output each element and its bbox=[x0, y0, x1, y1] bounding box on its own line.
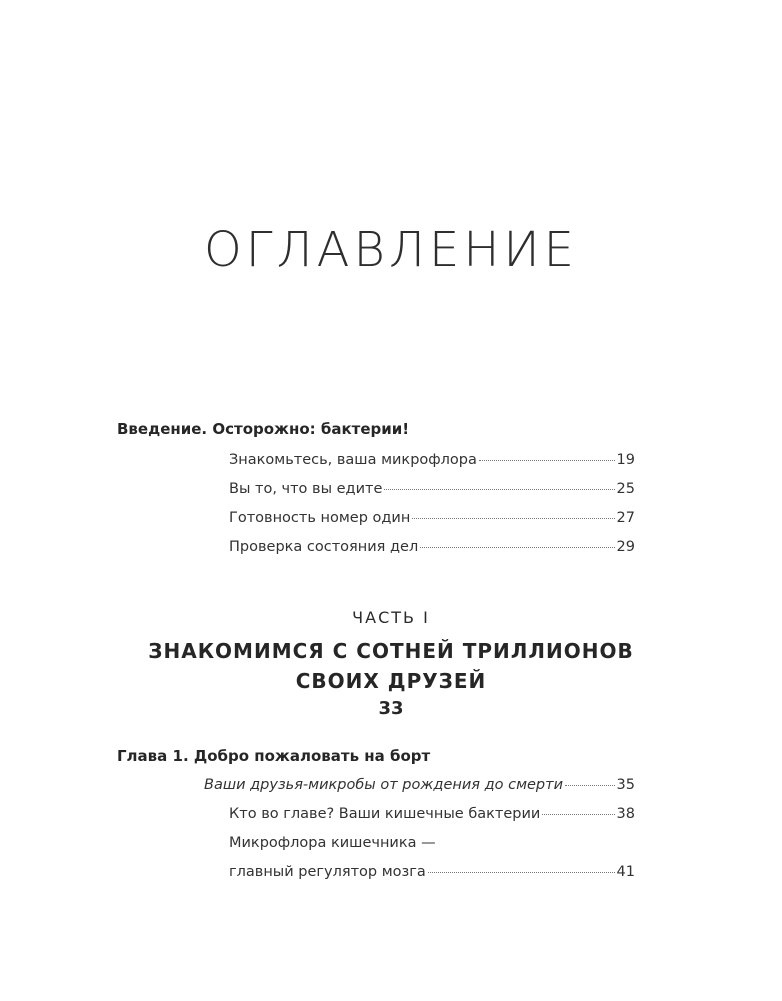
dot-leader bbox=[565, 784, 615, 786]
page-title: ОГЛАВЛЕНИЕ bbox=[204, 222, 578, 278]
part-title[interactable] bbox=[0, 636, 782, 696]
toc-entry-label: Проверка состояния дел bbox=[229, 539, 419, 555]
toc-entry-label: главный регулятор мозга bbox=[229, 864, 426, 880]
toc-entry[interactable] bbox=[229, 861, 635, 883]
dot-leader bbox=[412, 517, 614, 519]
intro-heading: Введение. Осторожно: бактерии! bbox=[117, 420, 410, 438]
toc-entry[interactable] bbox=[229, 803, 635, 825]
toc-entry-label: Знакомьтесь, ваша микрофлора bbox=[229, 452, 477, 468]
part-title-line2: СВОИХ ДРУЗЕЙ bbox=[295, 669, 487, 693]
toc-entry-label: Кто во главе? Ваши кишечные бактерии bbox=[229, 806, 541, 822]
toc-entry-page: 29 bbox=[616, 539, 635, 555]
toc-entry[interactable] bbox=[229, 507, 635, 529]
dot-leader bbox=[479, 459, 615, 461]
toc-entry-page: 27 bbox=[616, 510, 635, 526]
toc-entry[interactable] bbox=[229, 449, 635, 471]
toc-entry-label: Вы то, что вы едите bbox=[229, 481, 383, 497]
chapter-heading: Глава 1. Добро пожаловать на борт bbox=[117, 747, 431, 765]
toc-entry-page: 25 bbox=[616, 481, 635, 497]
dot-leader bbox=[542, 813, 614, 815]
part-title-line1: ЗНАКОМИМСЯ С СОТНЕЙ ТРИЛЛИОНОВ bbox=[148, 639, 634, 663]
toc-entry-label: Ваши друзья-микробы от рождения до смерти bbox=[204, 777, 564, 793]
toc-entry-page: 41 bbox=[616, 864, 635, 880]
part-kicker: ЧАСТЬ I bbox=[352, 608, 430, 627]
toc-entry[interactable] bbox=[229, 478, 635, 500]
dot-leader bbox=[428, 871, 615, 873]
toc-entry-line1: Микрофлора кишечника — bbox=[229, 835, 436, 851]
dot-leader bbox=[420, 546, 614, 548]
toc-entry-label: Готовность номер один bbox=[229, 510, 411, 526]
toc-entry-subtitle[interactable] bbox=[204, 774, 635, 796]
toc-entry[interactable] bbox=[229, 536, 635, 558]
toc-entry-page: 35 bbox=[616, 777, 635, 793]
toc-entry-page: 19 bbox=[616, 452, 635, 468]
dot-leader bbox=[384, 488, 614, 490]
toc-entry-page: 38 bbox=[616, 806, 635, 822]
part-page-number: 33 bbox=[378, 698, 404, 719]
